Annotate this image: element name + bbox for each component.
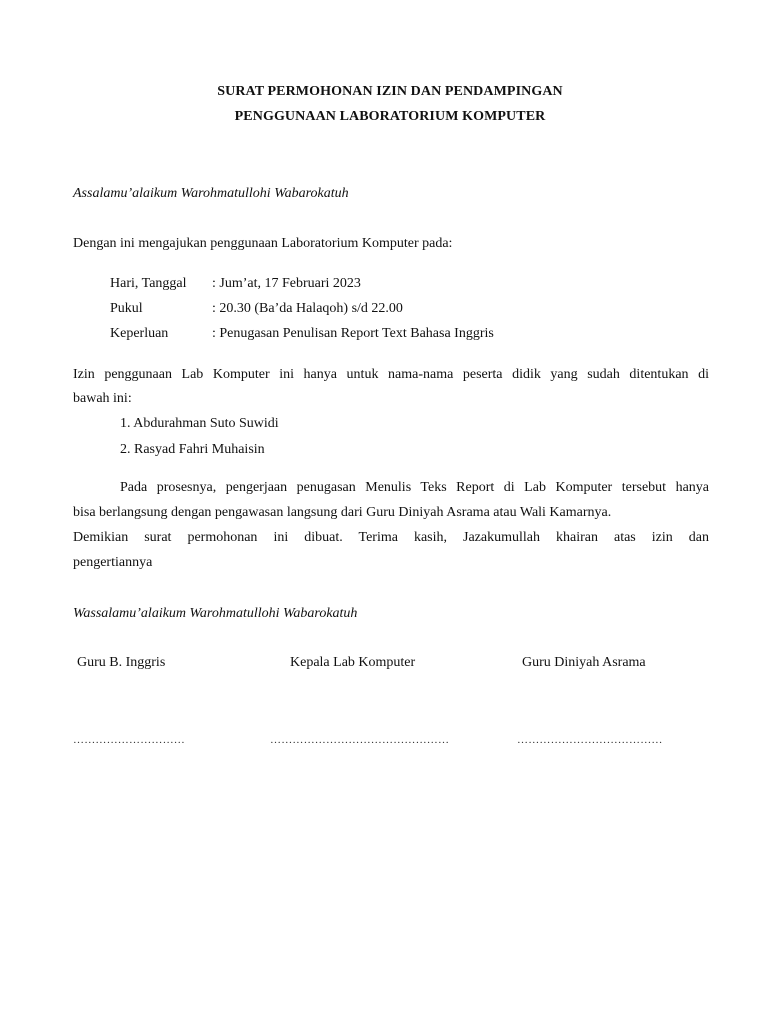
- closing-paragraph-line2: pengertiannya: [73, 555, 153, 570]
- detail-row-time: [110, 300, 403, 318]
- detail-label: Hari, Tanggal: [110, 276, 187, 291]
- body-paragraph-line1: Pada prosesnya, pengerjaan penugasan Menulis Teks Report di Lab Komputer tersebut hanya: [120, 480, 709, 495]
- detail-label: Keperluan: [110, 326, 169, 341]
- detail-row-date: [110, 275, 361, 293]
- signatory-title-diniyah-teacher: Guru Diniyah Asrama: [522, 655, 646, 670]
- list-item: 1. Abdurahman Suto Suwidi: [120, 416, 279, 431]
- signatory-title-lab-head: Kepala Lab Komputer: [290, 655, 416, 670]
- detail-value: : Jum’at, 17 Februari 2023: [212, 276, 361, 291]
- closing-paragraph-line1: Demikian surat permohonan ini dibuat. Terima kasih, Jazakumullah khairan atas izin dan: [73, 530, 709, 545]
- signatory-title-english-teacher: Guru B. Inggris: [77, 655, 166, 670]
- permission-paragraph-line1: Izin penggunaan Lab Komputer ini hanya untuk nama-nama peserta didik yang sudah ditentukan di: [73, 367, 709, 382]
- letter-title-line1: SURAT PERMOHONAN IZIN DAN PENDAMPINGAN: [217, 84, 563, 99]
- intro-paragraph: Dengan ini mengajukan penggunaan Laboratorium Komputer pada:: [73, 236, 453, 251]
- opening-greeting: Assalamu’alaikum Warohmatullohi Wabarokatuh: [73, 186, 349, 201]
- permission-paragraph-line2: bawah ini:: [73, 391, 132, 406]
- signature-line-diniyah-teacher: …………………………………: [517, 734, 663, 746]
- detail-value: : Penugasan Penulisan Report Text Bahasa Inggris: [212, 326, 494, 341]
- signature-line-english-teacher: …………………………: [73, 734, 185, 746]
- letter-title-line2: PENGGUNAAN LABORATORIUM KOMPUTER: [234, 109, 546, 124]
- detail-label: Pukul: [110, 301, 143, 316]
- list-item: 2. Rasyad Fahri Muhaisin: [120, 442, 265, 457]
- closing-greeting: Wassalamu’alaikum Warohmatullohi Wabarokatuh: [73, 606, 358, 621]
- signature-line-lab-head: …………………………………………: [270, 734, 450, 746]
- detail-row-purpose: [110, 325, 494, 343]
- detail-value: : 20.30 (Ba’da Halaqoh) s/d 22.00: [212, 301, 403, 316]
- body-paragraph-line2: bisa berlangsung dengan pengawasan langsung dari Guru Diniyah Asrama atau Wali Kamarnya.: [73, 505, 612, 520]
